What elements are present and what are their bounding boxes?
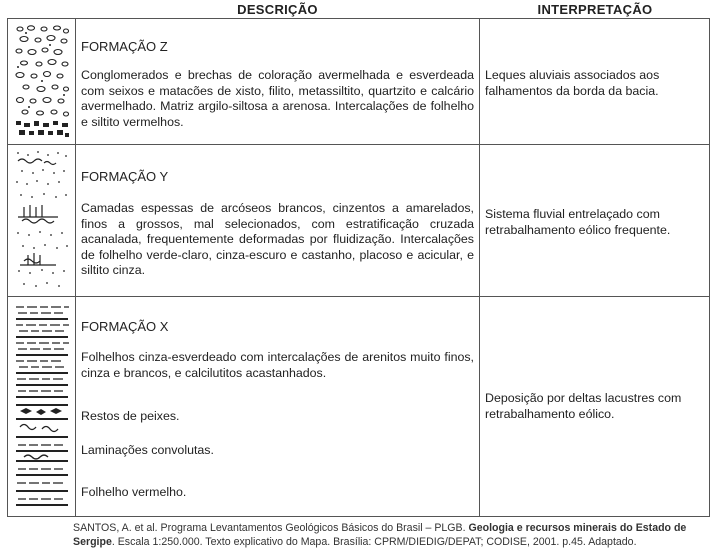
formation-description: Conglomerados e brechas de coloração avermelhada e esverdeada com seixos e matacões de xisto, filito, metassiltito, quartzito e calcário avermelhado. Matriz argilo-siltosa a arenosa. Intercalações de folhelho e siltito vermelhos. [81, 68, 474, 129]
citation [73, 521, 713, 549]
header-interpretacao: INTERPRETAÇÃO [537, 2, 653, 17]
column-cell-z [8, 19, 76, 144]
column-cell-x [8, 297, 76, 516]
formation-title: FORMAÇÃO X [81, 319, 169, 334]
formation-description: Folhelhos cinza-esverdeado com intercalações de arenitos muito finos, cinza e brancos, e calcilutitos acastanhados. [81, 350, 474, 380]
arkose-column-icon [14, 149, 70, 293]
shale-column-icon [14, 301, 70, 511]
note-red-shale: Folhelho vermelho. [81, 485, 187, 499]
description-cell-x [76, 297, 480, 516]
conglomerate-column-icon [14, 23, 70, 141]
interpretation-cell-z [480, 19, 709, 144]
header-descricao: DESCRIÇÃO [237, 2, 318, 17]
formation-description: Camadas espessas de arcóseos brancos, cinzentos a amarelados, finos a grossos, mal selecionados, com estratificação cruzada acanalada, frequentemente deformadas por fluidização. Intercalações de folhelho verde-claro, cinza-escuro e castanho, placoso e acicular, e siltito cinza. [81, 201, 474, 277]
row-formacao-z [8, 19, 709, 145]
formation-title: FORMAÇÃO Y [81, 169, 169, 184]
interpretation-cell-y [480, 145, 709, 296]
formation-interpretation: Leques aluviais associados aos falhamentos da borda da bacia. [485, 68, 660, 98]
formation-interpretation: Deposição por deltas lacustres com retrabalhamento eólico. [485, 391, 682, 421]
formation-interpretation: Sistema fluvial entrelaçado com retrabalhamento eólico frequente. [485, 207, 671, 237]
citation-title: Geologia e recursos minerais do Estado de Sergipe [73, 522, 687, 548]
row-formacao-x [8, 297, 709, 516]
row-formacao-y [8, 145, 709, 297]
description-cell-z [76, 19, 480, 144]
citation-part1: SANTOS, A. et al. Programa Levantamentos Geológicos Básicos do Brasil – PLGB. [73, 522, 469, 534]
note-convolute-laminations: Laminações convolutas. [81, 443, 214, 457]
column-cell-y [8, 145, 76, 296]
stratigraphy-table [7, 18, 710, 517]
note-fish-remains: Restos de peixes. [81, 409, 180, 423]
formation-title: FORMAÇÃO Z [81, 39, 168, 54]
citation-part2: . Escala 1:250.000. Texto explicativo do Mapa. Brasília: CPRM/DIEDIG/DEPAT; CODISE, 2001. p.45. Adaptado. [111, 536, 637, 548]
description-cell-y [76, 145, 480, 296]
interpretation-cell-x [480, 297, 709, 516]
